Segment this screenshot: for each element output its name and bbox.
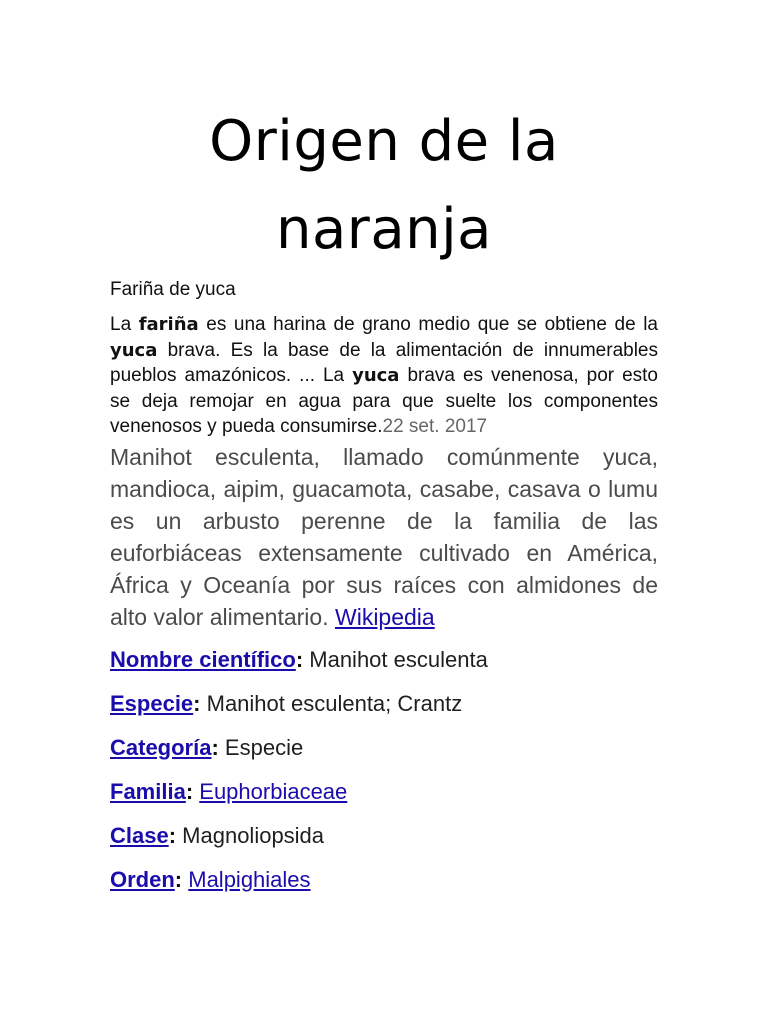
page-title: Origen de la naranja	[209, 109, 559, 262]
fact-colon: :	[193, 690, 201, 716]
fact-label-link[interactable]: Clase	[110, 822, 169, 848]
section-subtitle: Fariña de yuca	[110, 279, 236, 300]
intro-text-1: La	[110, 314, 139, 335]
fact-row-especie	[110, 691, 658, 717]
fact-row-nombre-cientifico	[110, 647, 658, 673]
intro-bold-farina: fariña	[138, 314, 199, 335]
fact-value: Manihot esculenta; Crantz	[200, 690, 463, 716]
fact-label-link[interactable]: Familia	[110, 778, 186, 804]
wikipedia-link[interactable]: Wikipedia	[335, 603, 435, 630]
fact-value: Manihot esculenta	[303, 646, 488, 672]
intro-text-3: brava. Es la base de la alimentación de innumerables pueblos amazónicos. ... La	[110, 339, 658, 386]
intro-text-2: es una harina de grano medio que se obtiene de la	[198, 314, 658, 335]
intro-text-4: brava es venenosa, por esto se deja remojar en agua para que suelte los componentes venenosos y pueda consumirse.	[110, 365, 658, 437]
fact-colon: :	[168, 822, 177, 848]
fact-value-link-malpighiales[interactable]: Malpighiales	[188, 866, 311, 892]
fact-label-link[interactable]: Nombre científico	[110, 646, 296, 672]
fact-row-clase	[110, 823, 658, 849]
fact-row-categoria	[110, 735, 658, 761]
fact-row-orden	[110, 867, 658, 893]
fact-label-link[interactable]: Orden	[110, 866, 175, 892]
intro-date: 22 set. 2017	[382, 416, 488, 437]
intro-paragraph	[110, 312, 658, 440]
description-paragraph	[110, 441, 658, 633]
fact-colon: :	[185, 778, 194, 804]
fact-colon: :	[174, 866, 183, 892]
fact-row-familia	[110, 779, 658, 805]
facts-list	[110, 647, 658, 893]
document-page	[110, 0, 658, 911]
fact-label-link[interactable]: Especie	[110, 690, 194, 716]
fact-colon: :	[295, 646, 304, 672]
fact-value: Especie	[218, 734, 304, 760]
intro-bold-yuca-2: yuca	[352, 365, 400, 386]
fact-label-link[interactable]: Categoría	[110, 734, 212, 760]
fact-colon: :	[211, 734, 219, 760]
description-text: Manihot esculenta, llamado comúnmente yuca, mandioca, aipim, guacamota, casabe, casava o lumu es un arbusto perenne de la familia de las euforbiáceas extensamente cultivado en América, África y Oceanía por sus raíces con almidones de alto valor alimentario.	[110, 443, 658, 630]
fact-value-link-euphorbiaceae[interactable]: Euphorbiaceae	[199, 778, 348, 804]
fact-value: Magnoliopsida	[176, 822, 325, 848]
intro-bold-yuca-1: yuca	[110, 339, 158, 361]
